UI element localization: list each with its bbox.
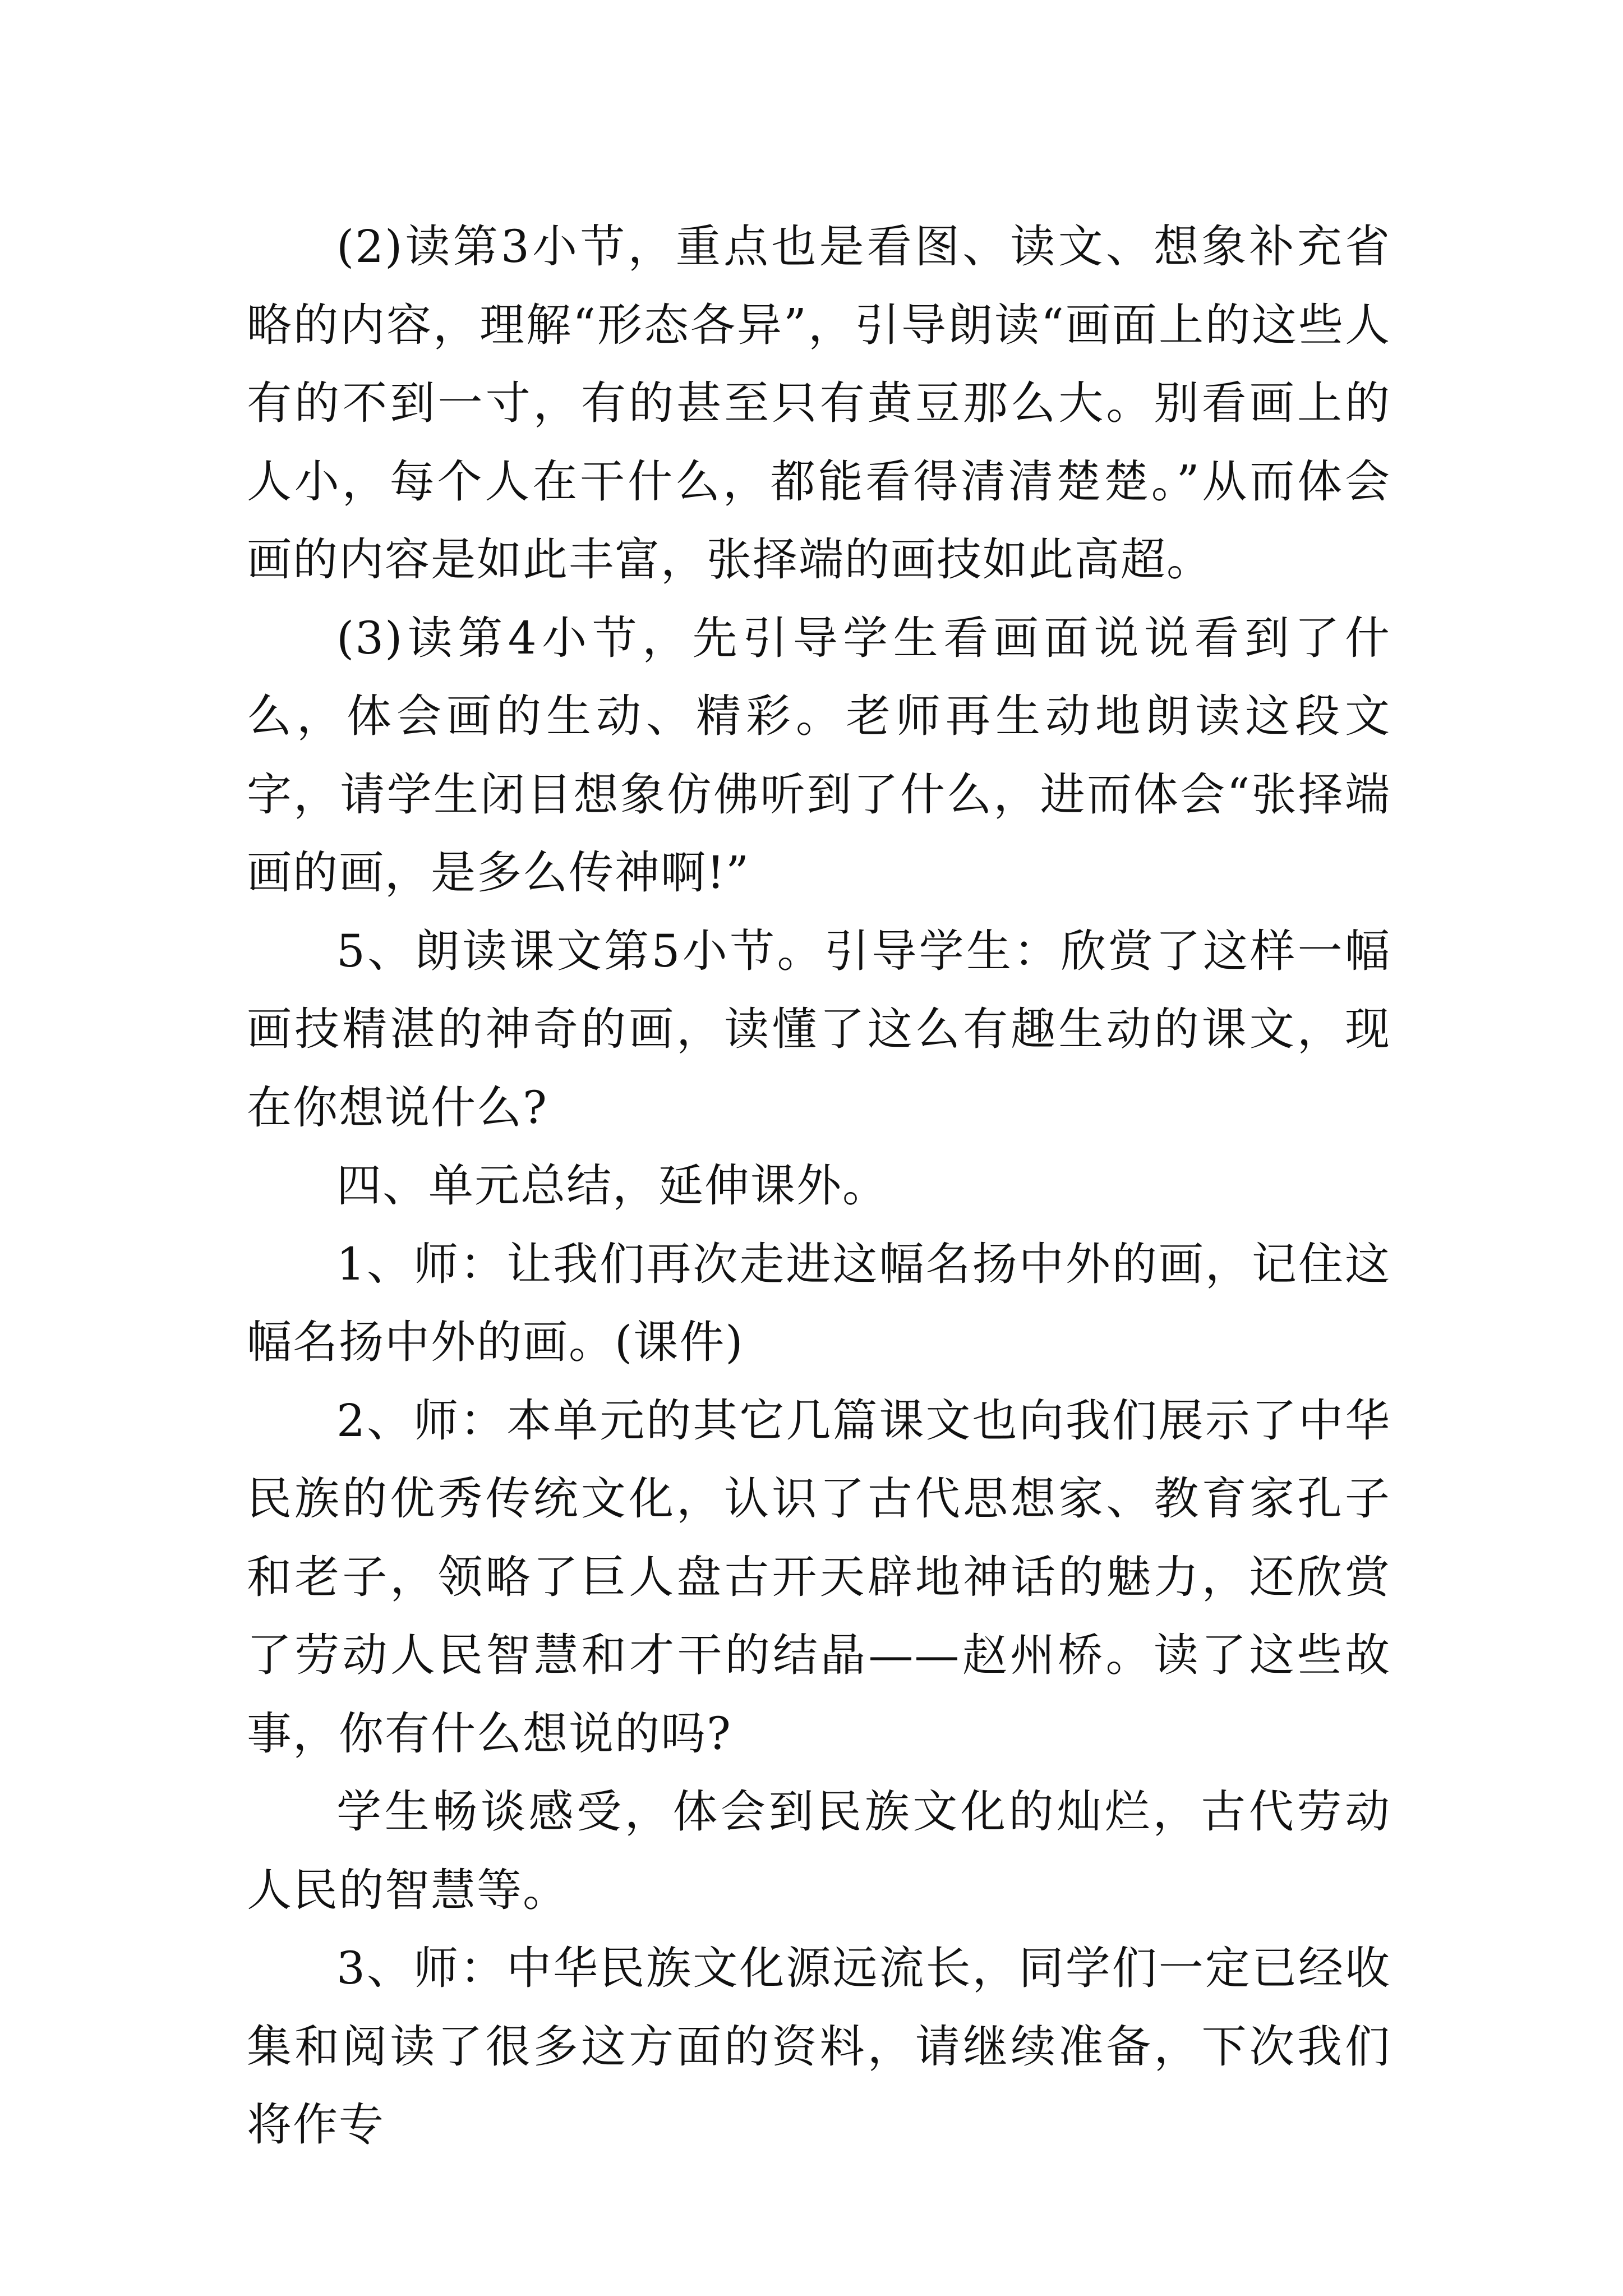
paragraph-reading-section-4: (3)读第4小节，先引导学生看画面说说看到了什么，体会画的生动、精彩。老师再生动地朗读这段文字，请学生闭目想象仿佛听到了什么，进而体会“张择端画的画，是多么传神啊!” <box>247 611 1391 899</box>
paragraph-summary-step-1: 1、师：让我们再次走进这幅名扬中外的画，记住这幅名扬中外的画。(课件) <box>247 1237 1391 1368</box>
paragraph-unit-summary-heading: 四、单元总结，延伸课外。 <box>336 1159 888 1212</box>
paragraph-reading-section-5: 5、朗读课文第5小节。引导学生：欣赏了这样一幅画技精湛的神奇的画，读懂了这么有趣生动的课文，现在你想说什么? <box>247 924 1391 1134</box>
paragraph-summary-step-3: 3、师：中华民族文化源远流长，同学们一定已经收集和阅读了很多这方面的资料，请继续准备，下次我们将作专 <box>247 1942 1391 2151</box>
paragraph-summary-step-2: 2、师：本单元的其它几篇课文也向我们展示了中华民族的优秀传统文化，认识了古代思想家、教育家孔子和老子，领略了巨人盘古开天辟地神话的魅力，还欣赏了劳动人民智慧和才干的结晶——赵州桥。读了这些故事，你有什么想说的吗? <box>247 1394 1391 1760</box>
document-body <box>247 208 1391 2164</box>
paragraph-student-discussion: 学生畅谈感受，体会到民族文化的灿烂，古代劳动人民的智慧等。 <box>247 1786 1391 1916</box>
paragraph-reading-section-3: (2)读第3小节，重点也是看图、读文、想象补充省略的内容，理解“形态各异”，引导朗读“画面上的这些人有的不到一寸，有的甚至只有黄豆那么大。别看画上的人小，每个人在干什么，都能看得清清楚楚。”从而体会画的内容是如此丰富，张择端的画技如此高超。 <box>247 220 1391 586</box>
